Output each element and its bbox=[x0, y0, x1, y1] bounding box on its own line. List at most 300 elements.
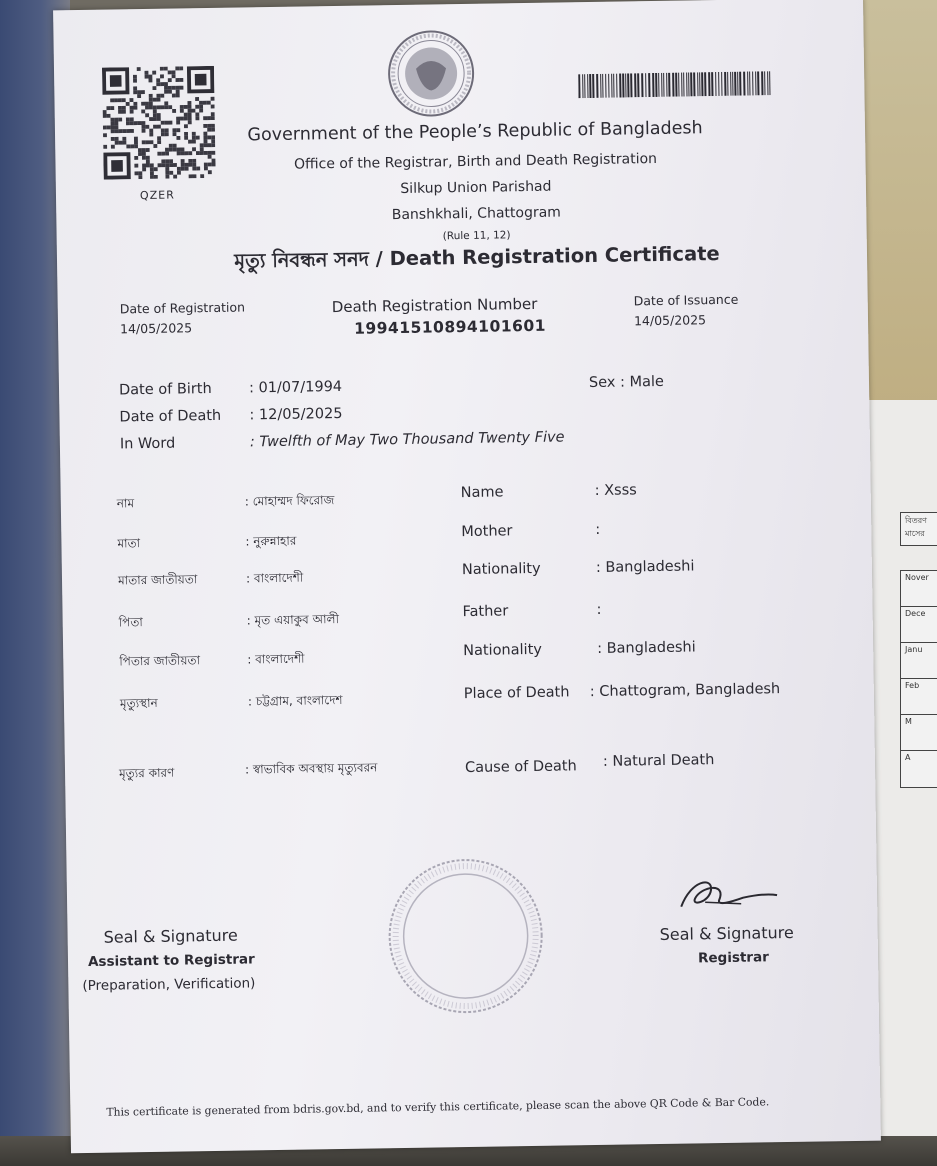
qr-module bbox=[164, 86, 168, 90]
qr-module bbox=[130, 110, 134, 114]
barcode-bar bbox=[589, 74, 591, 98]
bn-name-label: নাম bbox=[116, 496, 135, 511]
qr-module bbox=[134, 137, 138, 141]
qr-module bbox=[138, 152, 142, 156]
barcode-bar bbox=[602, 74, 603, 98]
qr-module bbox=[168, 105, 172, 109]
qr-module bbox=[138, 171, 142, 175]
union-parishad-seal-icon bbox=[384, 855, 546, 1017]
barcode-bar bbox=[724, 72, 726, 96]
qr-module bbox=[176, 93, 180, 97]
qr-module bbox=[172, 74, 176, 78]
sex-field: Sex : Male bbox=[588, 373, 665, 392]
qr-module bbox=[199, 109, 203, 113]
qr-module bbox=[142, 152, 146, 156]
left-seal-label: Seal & Signature bbox=[103, 925, 238, 947]
qr-module bbox=[165, 171, 169, 175]
qr-module bbox=[126, 102, 130, 106]
barcode-bar bbox=[734, 72, 736, 96]
qr-module bbox=[173, 144, 177, 148]
qr-module bbox=[199, 105, 203, 109]
government-title: Government of the People’s Republic of Bangladesh bbox=[247, 118, 703, 146]
issuance-date-value: 14/05/2025 bbox=[633, 312, 707, 329]
barcode-bar bbox=[663, 73, 664, 97]
qr-module bbox=[188, 120, 192, 124]
qr-module bbox=[142, 129, 146, 133]
qr-module bbox=[207, 116, 211, 120]
qr-module bbox=[208, 163, 212, 167]
registration-number-value: 19941510894101601 bbox=[353, 316, 547, 338]
qr-module bbox=[192, 163, 196, 167]
side-sheet-cell: বিতরণ মাসের bbox=[900, 512, 937, 546]
qr-module bbox=[153, 109, 157, 113]
bn-mother-nationality-value: : বাংলাদেশী bbox=[245, 570, 304, 586]
qr-module bbox=[176, 117, 180, 121]
qr-module bbox=[161, 128, 165, 132]
qr-module bbox=[157, 113, 161, 117]
qr-module bbox=[142, 156, 146, 160]
footer-note: This certificate is generated from bdris.gov.bd, and to verify this certificate, please scan the above QR Code & Bar Code. bbox=[106, 1095, 770, 1119]
qr-module bbox=[188, 116, 192, 120]
qr-module bbox=[192, 132, 196, 136]
bn-place-value: : চট্টগ্রাম, বাংলাদেশ bbox=[247, 692, 343, 709]
qr-module bbox=[203, 101, 207, 105]
barcode-bar bbox=[739, 72, 741, 96]
qr-module bbox=[211, 97, 215, 101]
qr-module bbox=[200, 143, 204, 147]
qr-module bbox=[146, 140, 150, 144]
qr-module bbox=[164, 82, 168, 86]
qr-module bbox=[150, 163, 154, 167]
qr-module bbox=[184, 117, 188, 121]
qr-module bbox=[200, 147, 204, 151]
side-sheet-cell: Nover bbox=[900, 570, 937, 608]
qr-module bbox=[164, 67, 168, 71]
qr-module bbox=[157, 105, 161, 109]
barcode-bar bbox=[681, 73, 682, 97]
qr-module bbox=[173, 175, 177, 179]
qr-module bbox=[161, 163, 165, 167]
qr-module bbox=[158, 163, 162, 167]
right-seal-label: Seal & Signature bbox=[659, 922, 794, 945]
qr-module bbox=[157, 152, 161, 156]
qr-module bbox=[195, 116, 199, 120]
qr-module bbox=[153, 125, 157, 129]
barcode-bar bbox=[600, 74, 601, 98]
qr-module bbox=[192, 136, 196, 140]
qr-module bbox=[212, 162, 216, 166]
barcode-bar bbox=[627, 73, 629, 97]
qr-module bbox=[141, 102, 145, 106]
qr-module bbox=[165, 159, 169, 163]
qr-module bbox=[142, 148, 146, 152]
qr-module bbox=[184, 132, 188, 136]
qr-module bbox=[188, 140, 192, 144]
qr-module bbox=[172, 86, 176, 90]
qr-module bbox=[156, 78, 160, 82]
qr-module bbox=[137, 90, 141, 94]
qr-module bbox=[146, 160, 150, 164]
qr-module bbox=[164, 105, 168, 109]
qr-module bbox=[133, 86, 137, 90]
qr-module bbox=[103, 110, 107, 114]
barcode-bar bbox=[622, 73, 624, 97]
qr-module bbox=[118, 118, 122, 122]
qr-module bbox=[211, 116, 215, 120]
qr-module bbox=[211, 124, 215, 128]
barcode-bar bbox=[613, 74, 614, 98]
qr-module bbox=[169, 148, 173, 152]
qr-module bbox=[173, 163, 177, 167]
qr-module bbox=[176, 90, 180, 94]
qr-module bbox=[118, 106, 122, 110]
qr-module bbox=[138, 175, 142, 179]
qr-module bbox=[103, 145, 107, 149]
qr-module bbox=[119, 141, 123, 145]
barcode-bar bbox=[749, 71, 750, 95]
registration-date-value: 14/05/2025 bbox=[119, 320, 193, 337]
barcode-bar bbox=[658, 73, 659, 97]
qr-module bbox=[149, 105, 153, 109]
barcode-bar bbox=[757, 71, 759, 95]
qr-module bbox=[207, 128, 211, 132]
barcode-bar bbox=[587, 74, 588, 98]
qr-module bbox=[103, 133, 107, 137]
qr-module bbox=[153, 144, 157, 148]
qr-module bbox=[110, 106, 114, 110]
qr-module bbox=[111, 145, 115, 149]
qr-module bbox=[118, 110, 122, 114]
qr-module bbox=[176, 136, 180, 140]
qr-module bbox=[126, 129, 130, 133]
en-father-nationality-label: Nationality bbox=[463, 641, 543, 660]
registrar-label: Registrar bbox=[697, 949, 769, 967]
qr-caption: QZER bbox=[139, 188, 175, 203]
qr-module bbox=[169, 144, 173, 148]
dod-label: Date of Death bbox=[119, 407, 222, 426]
qr-module bbox=[196, 136, 200, 140]
barcode-bar bbox=[675, 73, 677, 97]
qr-module bbox=[185, 163, 189, 167]
qr-module bbox=[133, 79, 137, 83]
certificate-title: মৃত্যু নিবন্ধন সনদ / Death Registration Certificate bbox=[234, 241, 720, 273]
side-sheet-cell: M bbox=[900, 714, 937, 752]
barcode-bar bbox=[730, 72, 731, 96]
qr-module bbox=[192, 140, 196, 144]
barcode-bar bbox=[637, 73, 639, 97]
qr-module bbox=[195, 97, 199, 101]
preparation-verification-label: (Preparation, Verification) bbox=[82, 975, 256, 995]
qr-module bbox=[148, 78, 152, 82]
qr-module bbox=[208, 155, 212, 159]
barcode-bar bbox=[592, 74, 594, 98]
bn-cause-label: মৃত্যুর কারণ bbox=[118, 765, 175, 781]
en-father-label: Father bbox=[462, 603, 509, 621]
qr-module bbox=[150, 175, 154, 179]
qr-module bbox=[192, 159, 196, 163]
qr-module bbox=[122, 98, 126, 102]
qr-module bbox=[149, 133, 153, 137]
barcode-bar bbox=[688, 72, 689, 96]
assistant-registrar-label: Assistant to Registrar bbox=[87, 951, 255, 970]
barcode-bar bbox=[690, 72, 692, 96]
barcode-bar bbox=[584, 74, 585, 98]
qr-module bbox=[177, 171, 181, 175]
qr-module bbox=[177, 151, 181, 155]
qr-module bbox=[181, 151, 185, 155]
qr-module bbox=[145, 71, 149, 75]
qr-module bbox=[165, 163, 169, 167]
qr-module bbox=[181, 167, 185, 171]
barcode-bar bbox=[630, 73, 632, 97]
qr-module bbox=[172, 70, 176, 74]
en-cause-label: Cause of Death bbox=[464, 758, 577, 777]
qr-module bbox=[152, 71, 156, 75]
en-mother-value: : bbox=[595, 521, 601, 538]
en-name-label: Name bbox=[460, 484, 504, 502]
qr-module bbox=[130, 121, 134, 125]
qr-module bbox=[149, 102, 153, 106]
qr-code bbox=[102, 66, 216, 180]
bn-father-value: : মৃত এয়াকুব আলী bbox=[246, 612, 340, 628]
qr-module bbox=[188, 159, 192, 163]
qr-module bbox=[177, 167, 181, 171]
qr-module bbox=[142, 167, 146, 171]
en-mother-nationality-label: Nationality bbox=[461, 560, 541, 579]
barcode-bar bbox=[721, 72, 722, 96]
bn-father-nationality-label: পিতার জাতীয়তা bbox=[119, 653, 201, 669]
qr-module bbox=[203, 136, 207, 140]
qr-module bbox=[134, 144, 138, 148]
barcode-bar bbox=[718, 72, 719, 96]
side-sheet-cell: Janu bbox=[900, 642, 937, 680]
qr-module bbox=[200, 151, 204, 155]
qr-module bbox=[169, 171, 173, 175]
barcode-bar bbox=[672, 73, 674, 97]
qr-module bbox=[157, 125, 161, 129]
qr-module bbox=[106, 106, 110, 110]
barcode-bar bbox=[767, 71, 768, 95]
qr-module bbox=[168, 90, 172, 94]
registration-number-label: Death Registration Number bbox=[331, 294, 538, 317]
qr-module bbox=[154, 167, 158, 171]
qr-module bbox=[192, 174, 196, 178]
qr-module bbox=[134, 121, 138, 125]
barcode-bar bbox=[704, 72, 706, 96]
qr-module bbox=[161, 159, 165, 163]
qr-module bbox=[164, 101, 168, 105]
side-sheet-cell: A bbox=[900, 750, 937, 788]
qr-module bbox=[173, 148, 177, 152]
barcode-bar bbox=[752, 71, 753, 95]
qr-module bbox=[115, 141, 119, 145]
qr-module bbox=[184, 124, 188, 128]
barcode-bar bbox=[608, 74, 609, 98]
qr-module bbox=[122, 106, 126, 110]
qr-module bbox=[179, 78, 183, 82]
qr-module bbox=[160, 82, 164, 86]
qr-module bbox=[207, 143, 211, 147]
government-seal-icon bbox=[385, 28, 476, 119]
qr-module bbox=[195, 105, 199, 109]
qr-module bbox=[211, 143, 215, 147]
registration-date-label: Date of Registration bbox=[119, 299, 246, 317]
qr-module bbox=[122, 141, 126, 145]
qr-module bbox=[165, 128, 169, 132]
qr-module bbox=[200, 174, 204, 178]
qr-module bbox=[141, 90, 145, 94]
qr-module bbox=[169, 163, 173, 167]
qr-module bbox=[184, 105, 188, 109]
qr-module bbox=[135, 171, 139, 175]
qr-module bbox=[133, 90, 137, 94]
qr-module bbox=[204, 151, 208, 155]
qr-module bbox=[111, 137, 115, 141]
qr-module bbox=[180, 86, 184, 90]
qr-module bbox=[165, 175, 169, 179]
qr-module bbox=[114, 98, 118, 102]
qr-module bbox=[192, 167, 196, 171]
qr-module bbox=[192, 147, 196, 151]
barcode-bar bbox=[634, 73, 636, 97]
qr-module bbox=[195, 112, 199, 116]
barcode-bar bbox=[611, 74, 612, 98]
qr-module bbox=[153, 105, 157, 109]
barcode-bar bbox=[727, 72, 728, 96]
bn-mother-nationality-label: মাতার জাতীয়তা bbox=[117, 572, 198, 588]
qr-module bbox=[177, 148, 181, 152]
qr-module bbox=[204, 139, 208, 143]
barcode-bar bbox=[678, 73, 679, 97]
barcode-bar bbox=[743, 72, 745, 96]
barcode-bar bbox=[582, 74, 583, 98]
qr-module bbox=[208, 170, 212, 174]
side-sheet-cell: Dece bbox=[900, 606, 937, 644]
qr-module bbox=[141, 109, 145, 113]
en-mother-nationality-value: : Bangladeshi bbox=[595, 558, 695, 576]
qr-module bbox=[181, 163, 185, 167]
qr-module bbox=[134, 164, 138, 168]
qr-module bbox=[208, 151, 212, 155]
qr-module bbox=[157, 98, 161, 102]
barcode-bar bbox=[697, 72, 698, 96]
qr-module bbox=[172, 94, 176, 98]
barcode-bar bbox=[701, 72, 703, 96]
barcode-bar bbox=[737, 72, 738, 96]
qr-module bbox=[160, 94, 164, 98]
qr-module bbox=[176, 78, 180, 82]
barcode-bar bbox=[769, 71, 770, 95]
qr-module bbox=[188, 151, 192, 155]
barcode-bar bbox=[648, 73, 650, 97]
qr-module bbox=[160, 74, 164, 78]
qr-module bbox=[156, 82, 160, 86]
qr-module bbox=[118, 129, 122, 133]
qr-module bbox=[160, 67, 164, 71]
qr-module bbox=[150, 171, 154, 175]
bn-cause-value: : স্বাভাবিক অবস্থায় মৃত্যুবরন bbox=[244, 760, 378, 777]
qr-module bbox=[142, 164, 146, 168]
qr-module bbox=[118, 98, 122, 102]
en-cause-value: : Natural Death bbox=[602, 752, 715, 770]
qr-module bbox=[179, 66, 183, 70]
qr-module bbox=[180, 109, 184, 113]
qr-module bbox=[134, 156, 138, 160]
qr-module bbox=[137, 67, 141, 71]
qr-module bbox=[103, 114, 107, 118]
qr-module bbox=[187, 101, 191, 105]
barcode-bar bbox=[616, 74, 617, 98]
qr-module bbox=[161, 121, 165, 125]
qr-module bbox=[145, 125, 149, 129]
barcode-bar bbox=[683, 73, 684, 97]
registrar-signature-icon bbox=[671, 871, 782, 919]
qr-module bbox=[122, 137, 126, 141]
barcode bbox=[578, 71, 774, 98]
qr-module bbox=[181, 159, 185, 163]
qr-module bbox=[148, 75, 152, 79]
qr-module bbox=[110, 118, 114, 122]
barcode-bar bbox=[711, 72, 713, 96]
qr-module bbox=[122, 129, 126, 133]
qr-module bbox=[203, 124, 207, 128]
qr-module bbox=[180, 147, 184, 151]
office-name: Office of the Registrar, Birth and Death Registration bbox=[293, 150, 658, 173]
en-place-value: : Chattogram, Bangladesh bbox=[589, 681, 781, 701]
qr-module bbox=[168, 78, 172, 82]
qr-module bbox=[175, 66, 179, 70]
qr-module bbox=[134, 140, 138, 144]
qr-module bbox=[211, 135, 215, 139]
qr-module bbox=[188, 113, 192, 117]
qr-module bbox=[115, 129, 119, 133]
qr-module bbox=[199, 101, 203, 105]
qr-module bbox=[142, 140, 146, 144]
qr-module bbox=[165, 148, 169, 152]
qr-module bbox=[161, 132, 165, 136]
qr-module bbox=[168, 86, 172, 90]
qr-module bbox=[188, 105, 192, 109]
qr-module bbox=[145, 102, 149, 106]
side-sheet-cell: Feb bbox=[900, 678, 937, 716]
barcode-bar bbox=[655, 73, 657, 97]
barcode-bar bbox=[666, 73, 667, 97]
barcode-bar bbox=[619, 74, 621, 98]
qr-module bbox=[157, 117, 161, 121]
en-father-value: : bbox=[596, 601, 602, 618]
death-certificate-sheet bbox=[53, 0, 881, 1153]
qr-module bbox=[111, 129, 115, 133]
qr-module bbox=[211, 151, 215, 155]
qr-module bbox=[114, 121, 118, 125]
qr-module bbox=[114, 125, 118, 129]
barcode-bar bbox=[668, 73, 670, 97]
qr-module bbox=[207, 101, 211, 105]
qr-module bbox=[176, 128, 180, 132]
qr-module bbox=[172, 109, 176, 113]
qr-module bbox=[188, 163, 192, 167]
barcode-bar bbox=[732, 72, 733, 96]
barcode-bar bbox=[596, 74, 598, 98]
qr-module bbox=[189, 174, 193, 178]
qr-module bbox=[203, 132, 207, 136]
bn-place-label: মৃত্যুস্থান bbox=[119, 695, 158, 711]
barcode-bar bbox=[715, 72, 716, 96]
en-father-nationality-value: : Bangladeshi bbox=[597, 639, 696, 657]
qr-module bbox=[211, 128, 215, 132]
bn-mother-value: : নুরুন্নাহার bbox=[245, 533, 297, 549]
qr-module bbox=[196, 167, 200, 171]
